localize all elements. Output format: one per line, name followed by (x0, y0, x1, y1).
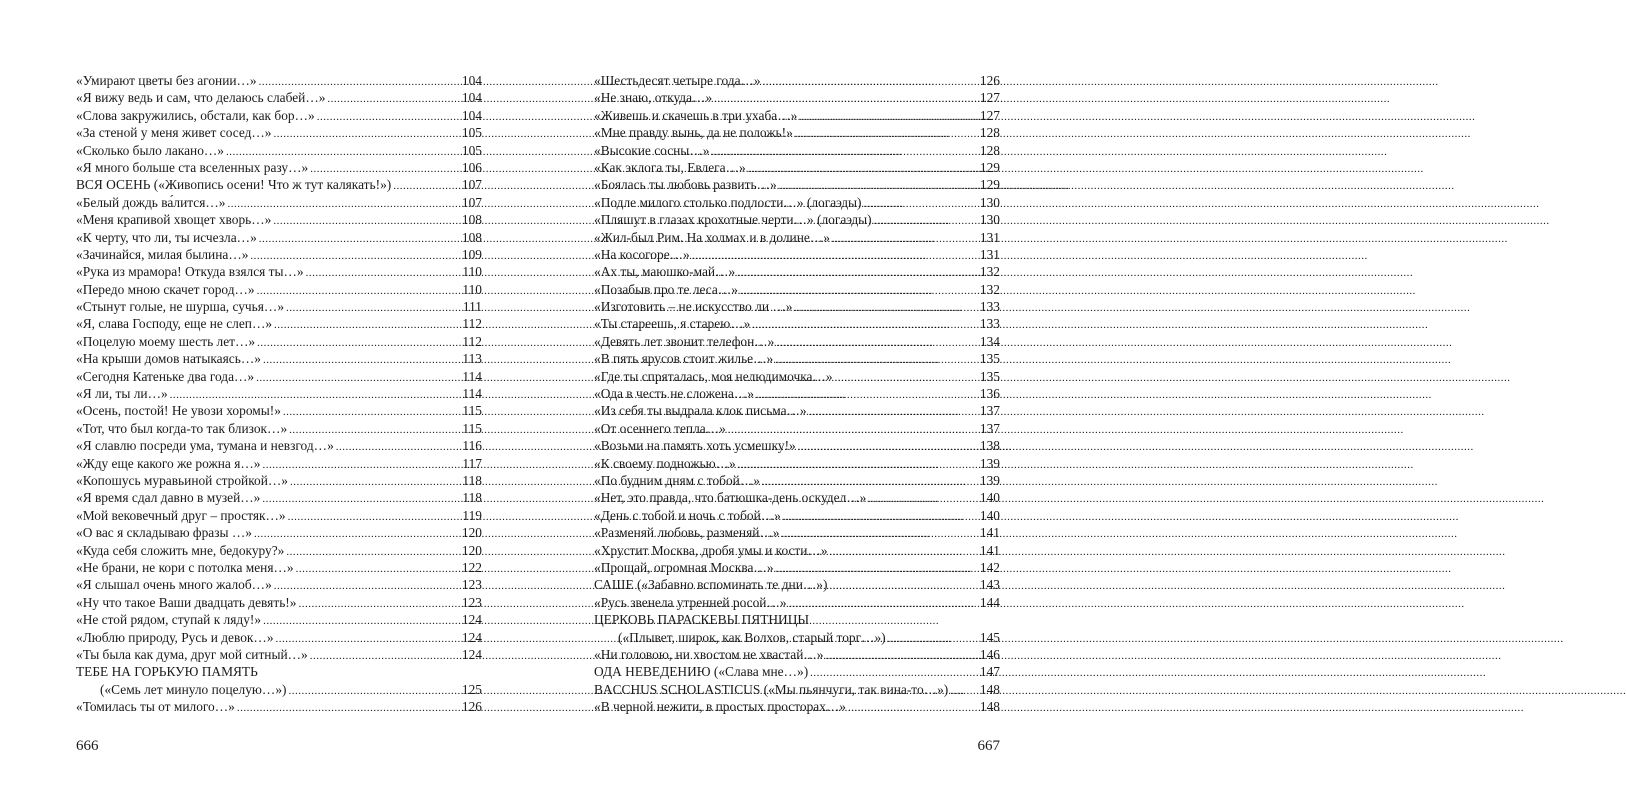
toc-entry (594, 124, 1000, 141)
toc-entry-page: 114 (462, 386, 482, 402)
toc-entry-page: 115 (462, 403, 482, 419)
toc-subentry-page: 145 (979, 629, 1000, 645)
toc-entry-page: 131 (979, 229, 1000, 245)
dot-leader (317, 109, 461, 126)
toc-entry-title: «Копошусь муравьиной стройкой…» (76, 472, 288, 488)
toc-entry (594, 107, 1000, 124)
toc-entry-page: 133 (979, 299, 1000, 315)
dot-leader (711, 144, 979, 161)
toc-entry-page: 133 (979, 316, 1000, 332)
dot-leader (848, 700, 979, 717)
toc-section-title: ТЕБЕ НА ГОРЬКУЮ ПАМЯТЬ (76, 664, 258, 680)
toc-entry-page: 130 (979, 212, 1000, 228)
toc-entry-page: 127 (979, 90, 1000, 106)
toc-entry-title: «Я много больше ста вселенных разу…» (76, 159, 309, 175)
toc-entry-page: 137 (979, 403, 1000, 419)
dot-leader (259, 231, 461, 248)
toc-entry-title: «Девять лет звонит телефон…» (594, 333, 775, 349)
toc-entry (76, 385, 482, 402)
toc-entry-title: «Я, слава Господу, еще не слеп…» (76, 316, 273, 332)
toc-entry-title: «Ну что такое Ваши двадцать девять!» (76, 594, 297, 610)
toc-entry (76, 194, 482, 211)
toc-entry-title: «Изготовить – не искусство ли …» (594, 299, 793, 315)
toc-entry-title: «Не стой рядом, ступай к ляду!» (76, 612, 262, 628)
toc-entry-page: 118 (462, 490, 482, 506)
page-number-left: 666 (76, 738, 99, 754)
toc-entry-title: «От осеннего тепла…» (594, 420, 726, 436)
dot-leader (336, 439, 462, 456)
toc-entry-title: «Высокие сосны…» (594, 142, 710, 158)
toc-entry-page: 116 (462, 438, 482, 454)
toc-entry-title: «Куда себя сложить мне, бедокуру?» (76, 542, 285, 558)
toc-entry-page: 140 (979, 490, 1000, 506)
dot-leader (874, 213, 979, 230)
toc-entry (594, 176, 1000, 193)
toc-entry-page: 147 (979, 664, 1000, 680)
toc-entry-title: «Ты была как дума, друг мой ситный…» (76, 646, 308, 662)
toc-entry (76, 211, 482, 228)
toc-entry (76, 368, 482, 385)
toc-entry-title: «Ты стареешь, я старею…» (594, 316, 751, 332)
toc-entry (594, 489, 1000, 506)
toc-entry-title: «Я славлю посреди ума, тумана и невзгод…» (76, 438, 334, 454)
toc-entry (594, 142, 1000, 159)
toc-entry-page: 112 (462, 316, 482, 332)
toc-subentry-title: («Семь лет минуло поцелую…») (100, 681, 287, 697)
toc-entry-title: «Из себя ты выдрала клок письма…» (594, 403, 807, 419)
toc-entry (76, 176, 482, 193)
toc-entry (76, 142, 482, 159)
toc-entry-page: 120 (461, 525, 482, 541)
dot-leader (832, 231, 979, 248)
toc-entry-page: 129 (979, 177, 1000, 193)
toc-entry-title: «Разменяй любовь, разменяй…» (594, 525, 780, 541)
dot-leader (237, 700, 461, 717)
toc-entry-page: 114 (462, 368, 482, 384)
toc-entry-page: 129 (979, 159, 1000, 175)
dot-leader (262, 491, 461, 508)
dot-leader (286, 544, 461, 561)
toc-entry (594, 559, 1000, 576)
dot-leader (789, 596, 979, 613)
toc-entry-title: «Томилась ты от милого…» (76, 699, 235, 715)
toc-entry (594, 281, 1000, 298)
toc-entry-title: «Ода в честь не сложена…» (594, 386, 754, 402)
toc-entry-page: 104 (461, 73, 482, 88)
toc-entry-title: «Я слышал очень много жалоб…» (76, 577, 272, 593)
toc-entry (594, 298, 1000, 315)
toc-entry (76, 437, 482, 454)
toc-entry-title: «На крыши домов натыкаясь…» (76, 351, 261, 367)
toc-entry (76, 333, 482, 350)
toc-entry-page: 106 (461, 159, 482, 175)
toc-entry-title: «Как эклога ты, Евлега…» (594, 159, 746, 175)
toc-entry (76, 350, 482, 367)
toc-entry-title: «Стынут голые, не шурша, сучья…» (76, 299, 285, 315)
toc-entry-title: «Передо мною скачет город…» (76, 281, 255, 297)
toc-entry (594, 542, 1000, 559)
toc-entry-title: «Хрустит Москва, дробя умы и кости…» (594, 542, 828, 558)
toc-entry (76, 455, 482, 472)
toc-entry (594, 594, 1000, 611)
toc-entry-title: «Жил-был Рим. На холмах и в долине…» (594, 229, 830, 245)
toc-entry-title: «Зачинайся, милая былина…» (76, 246, 249, 262)
toc-entry-page: 104 (461, 90, 482, 106)
toc-entry (594, 263, 1000, 280)
dot-leader (283, 404, 462, 421)
right-page (594, 0, 1000, 800)
toc-entry-title: «Умирают цветы без агонии…» (76, 73, 257, 88)
toc-section-heading (76, 663, 482, 680)
toc-entry-title: «К своему подножью…» (594, 455, 736, 471)
toc-entry-page: 139 (979, 472, 1000, 488)
toc-entry-page: 123 (461, 577, 482, 593)
toc-entry (76, 298, 482, 315)
toc-entry-page: 130 (979, 194, 1000, 210)
toc-entry-page: 117 (462, 455, 482, 471)
dot-leader (262, 457, 461, 474)
toc-entry (594, 472, 1000, 489)
dot-leader (290, 474, 461, 491)
toc-entry-page: 132 (979, 281, 1000, 297)
toc-entry-page: 140 (979, 507, 1000, 523)
toc-entry (594, 229, 1000, 246)
toc-entry (76, 89, 482, 106)
toc-list-left (76, 72, 482, 715)
toc-entry (76, 576, 482, 593)
toc-section-heading (594, 611, 1000, 628)
toc-entry (76, 611, 482, 628)
toc-entry-page: 115 (462, 420, 482, 436)
dot-leader (288, 509, 462, 526)
toc-entry-page: 112 (462, 333, 482, 349)
toc-entry (594, 663, 1000, 680)
toc-entry-title: «Мой вековечный друг – простяк…» (76, 507, 286, 523)
toc-entry-title: «На косогоре…» (594, 246, 690, 262)
toc-entry-title: «Осень, постой! Не увози хоромы!» (76, 403, 281, 419)
toc-entry (76, 107, 482, 124)
toc-entry (594, 333, 1000, 350)
toc-entry-title: «Тот, что был когда-то так близок…» (76, 420, 288, 436)
toc-entry-page: 146 (979, 646, 1000, 662)
dot-leader (783, 509, 979, 526)
toc-entry-title: «Жду еще какого же рожна я…» (76, 455, 261, 471)
toc-entry (76, 72, 482, 89)
dot-leader (748, 161, 979, 178)
toc-entry-title: «Ах ты, маюшко-май…» (594, 264, 736, 280)
toc-entry (594, 437, 1000, 454)
toc-entry-page: 123 (461, 594, 482, 610)
toc-entry-title: «В пять ярусов стоит жилье…» (594, 351, 774, 367)
dot-leader (263, 613, 461, 630)
toc-entry (76, 124, 482, 141)
toc-entry (594, 385, 1000, 402)
toc-entry-title: «Я ли, ты ли…» (76, 386, 168, 402)
toc-entry-page: 107 (461, 194, 482, 210)
toc-entry (76, 159, 482, 176)
dot-leader (825, 648, 978, 665)
toc-entry-title: «Не брани, не кори с потолка меня…» (76, 559, 294, 575)
toc-entry (76, 420, 482, 437)
toc-entry-page: 148 (979, 699, 1000, 715)
toc-entry (594, 507, 1000, 524)
dot-leader (950, 683, 979, 700)
toc-section-subentry (76, 681, 482, 698)
toc-entry-title: «Подле милого столько подлости…» (логаэды) (594, 194, 862, 210)
toc-entry-title: «Русь звенела утренней росой…» (594, 594, 787, 610)
toc-entry (76, 472, 482, 489)
toc-entry-title: «Не знаю, откуда…» (594, 90, 713, 106)
toc-entry-title: «В черной нежити, в простых просторах…» (594, 699, 846, 715)
toc-entry (594, 89, 1000, 106)
toc-entry-page: 141 (979, 525, 1000, 541)
toc-entry-page: 141 (979, 542, 1000, 558)
toc-entry (76, 402, 482, 419)
dot-leader (830, 544, 979, 561)
dot-leader (286, 300, 462, 317)
toc-entry-page: 124 (461, 629, 482, 645)
toc-entry (76, 315, 482, 332)
toc-entry-title: «По будним дням с тобой…» (594, 472, 760, 488)
toc-entry (594, 646, 1000, 663)
toc-entry-title: «Люблю природу, Русь и девок…» (76, 629, 274, 645)
toc-subentry-page: 125 (461, 681, 482, 697)
toc-entry (76, 646, 482, 663)
toc-entry (594, 576, 1000, 593)
toc-section-subentry (594, 629, 1000, 646)
dot-leader (306, 265, 462, 282)
dot-leader (752, 317, 979, 334)
toc-entry-title: «К черту, что ли, ты исчезла…» (76, 229, 257, 245)
toc-entry-title: BACCHUS SCHOLASTICUS («Мы пьянчуги, так вина-то…») (594, 681, 949, 697)
toc-entry-title: «Белый дождь ва́лится…» (76, 194, 226, 210)
toc-entry-title: «Сегодня Катеньке два года…» (76, 368, 255, 384)
dot-leader (296, 561, 461, 578)
toc-entry-title: «Возьми на память хоть усмешку!» (594, 438, 796, 454)
dot-leader (795, 126, 979, 143)
dot-leader (763, 74, 979, 91)
dot-leader (809, 404, 979, 421)
toc-entry-page: 134 (979, 333, 1000, 349)
toc-entry (594, 350, 1000, 367)
toc-entry (594, 368, 1000, 385)
toc-entry (594, 524, 1000, 541)
toc-entry (76, 229, 482, 246)
toc-entry-title: «Поцелую моему шесть лет…» (76, 333, 256, 349)
toc-entry (594, 159, 1000, 176)
toc-entry-title: «Нет, это правда, что батюшка-день оскудел…» (594, 490, 867, 506)
dot-leader (256, 370, 461, 387)
toc-entry (594, 194, 1000, 211)
toc-entry-page: 111 (462, 299, 482, 315)
toc-entry-title: «Сколько было лакано…» (76, 142, 224, 158)
toc-entry-page: 135 (979, 351, 1000, 367)
toc-entry (76, 524, 482, 541)
toc-entry-page: 132 (979, 264, 1000, 280)
toc-entry (76, 263, 482, 280)
toc-entry-title: «Слова закружились, обстали, как бор…» (76, 107, 315, 123)
toc-entry-title: «Меня крапивой хвощет хворь…» (76, 212, 272, 228)
toc-entry-page: 131 (979, 246, 1000, 262)
toc-entry (76, 281, 482, 298)
toc-entry-title: «Я вижу ведь и сам, что делаюсь слабей…» (76, 90, 326, 106)
toc-entry-page: 143 (979, 577, 1000, 593)
page-number-right: 667 (977, 738, 1000, 754)
toc-entry-title: «Позабыв про те леса…» (594, 281, 738, 297)
toc-section-title: ЦЕРКОВЬ ПАРАСКЕВЫ ПЯТНИЦЫ (594, 612, 810, 628)
dot-leader (257, 335, 461, 352)
dot-leader (888, 631, 979, 648)
toc-entry-title: «О вас я складываю фразы …» (76, 525, 252, 541)
toc-entry-page: 138 (979, 438, 1000, 454)
dot-leader (835, 370, 979, 387)
toc-entry-page: 148 (979, 681, 1000, 697)
toc-entry-page: 122 (461, 559, 482, 575)
toc-entry-page: 118 (462, 472, 482, 488)
toc-entry (594, 402, 1000, 419)
dot-leader (273, 213, 461, 230)
toc-entry-page: 105 (461, 142, 482, 158)
dot-leader (776, 335, 979, 352)
toc-entry-title: «За стеной у меня живет сосед…» (76, 125, 272, 141)
toc-entry-page: 107 (461, 177, 482, 193)
toc-entry (594, 315, 1000, 332)
dot-leader (794, 300, 978, 317)
toc-entry (76, 542, 482, 559)
toc-entry (76, 559, 482, 576)
toc-entry (76, 594, 482, 611)
toc-entry-title: ОДА НЕВЕДЕНИЮ («Слава мне…») (594, 664, 809, 680)
dot-leader (737, 265, 979, 282)
toc-subentry-title: («Плывет, широк, как Волхов, старый торг…») (618, 629, 886, 645)
toc-entry (76, 698, 482, 715)
toc-entry-page: 126 (461, 699, 482, 715)
toc-entry-title: «Шестьдесят четыре года…» (594, 73, 761, 88)
toc-entry-page: 124 (461, 646, 482, 662)
dot-leader (798, 439, 979, 456)
toc-entry-page: 137 (979, 420, 1000, 436)
toc-entry-title: «Прощай, огромная Москва…» (594, 559, 774, 575)
dot-leader (288, 683, 460, 700)
dot-leader (868, 491, 979, 508)
toc-entry-page: 120 (461, 542, 482, 558)
left-page (76, 0, 482, 800)
toc-entry-title: «Живешь и скачешь в три ухаба…» (594, 107, 798, 123)
dot-leader (298, 596, 460, 613)
dot-leader (274, 578, 461, 595)
toc-entry-title: «Боялась ты любовь развить…» (594, 177, 777, 193)
toc-entry-page: 108 (461, 229, 482, 245)
toc-entry-page: 119 (462, 507, 482, 523)
toc-entry (76, 629, 482, 646)
toc-entry-title: «Ни головою, ни хвостом не хвастай…» (594, 646, 824, 662)
toc-list-right (594, 72, 1000, 715)
dot-leader (327, 91, 460, 108)
toc-entry-page: 110 (462, 264, 482, 280)
dot-leader (738, 457, 979, 474)
toc-entry-title: «Пляшут в глазах крохотные черти…» (логаэды) (594, 212, 872, 228)
toc-entry (594, 420, 1000, 437)
toc-entry-page: 144 (979, 594, 1000, 610)
toc-entry (76, 507, 482, 524)
toc-entry (594, 698, 1000, 715)
toc-entry (76, 489, 482, 506)
toc-entry (594, 681, 1000, 698)
toc-entry-title: «Где ты спряталась, моя нелюдимочка…» (594, 368, 833, 384)
toc-entry-page: 142 (979, 559, 1000, 575)
dot-leader (257, 283, 462, 300)
dot-leader (393, 178, 461, 195)
toc-entry-title: САШЕ («Забавно вспоминать те дни…») (594, 577, 828, 593)
toc-entry-page: 109 (461, 246, 482, 262)
toc-entry-page: 105 (461, 125, 482, 141)
toc-entry (76, 246, 482, 263)
toc-entry (594, 246, 1000, 263)
toc-entry-title: ВСЯ ОСЕНЬ («Живопись осени! Что ж тут калякать!») (76, 177, 392, 193)
toc-entry (594, 72, 1000, 89)
dot-leader (829, 578, 979, 595)
dot-leader (274, 317, 461, 334)
dot-leader (263, 352, 461, 369)
dot-leader (863, 196, 978, 213)
toc-entry-page: 127 (979, 107, 1000, 123)
toc-entry-title: «Мне правду вынь, да не положь!» (594, 125, 793, 141)
toc-entry-page: 139 (979, 455, 1000, 471)
toc-entry-page: 128 (979, 142, 1000, 158)
toc-entry (594, 211, 1000, 228)
toc-entry-page: 104 (461, 107, 482, 123)
toc-entry (594, 455, 1000, 472)
toc-entry-title: «День с тобой и ночь с тобой…» (594, 507, 781, 523)
toc-entry-page: 124 (461, 612, 482, 628)
dot-leader (310, 648, 461, 665)
toc-entry-title: «Я время сдал давно в музей…» (76, 490, 261, 506)
dot-leader (799, 109, 979, 126)
toc-entry-page: 136 (979, 386, 1000, 402)
toc-entry-page: 128 (979, 125, 1000, 141)
toc-entry-page: 108 (461, 212, 482, 228)
toc-entry-page: 110 (462, 281, 482, 297)
dot-leader (274, 126, 461, 143)
toc-entry-title: «Рука из мрамора! Откуда взялся ты…» (76, 264, 304, 280)
toc-entry-page: 113 (462, 351, 482, 367)
toc-entry-page: 135 (979, 368, 1000, 384)
toc-entry-page: 126 (979, 73, 1000, 88)
